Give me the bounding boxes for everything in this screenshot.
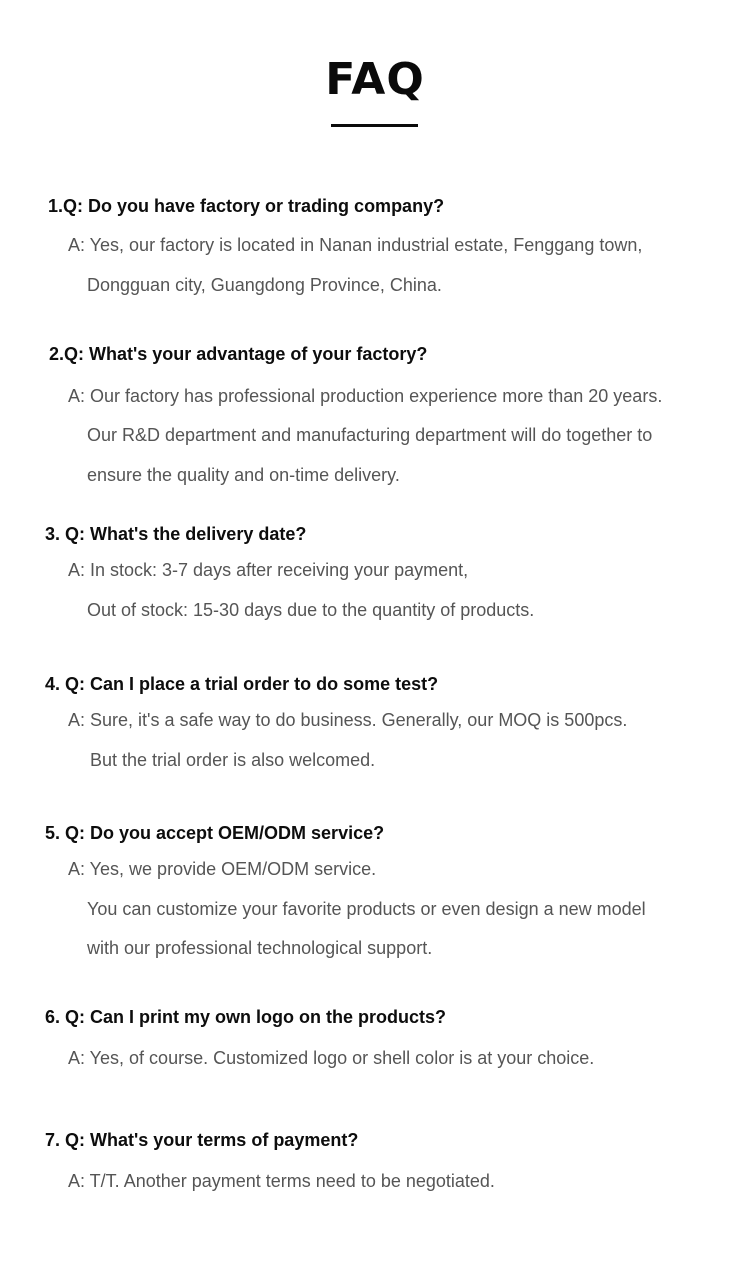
faq-answer-7-line-1: A: T/T. Another payment terms need to be negotiated. [68,1171,495,1191]
faq-question-2: 2.Q: What's your advantage of your factory? [49,344,428,364]
faq-answer-5-line-2: You can customize your favorite products or even design a new model [87,899,646,919]
page-title: FAQ [325,54,425,105]
faq-answer-2-line-3: ensure the quality and on-time delivery. [87,465,400,485]
faq-answer-1-line-1: A: Yes, our factory is located in Nanan industrial estate, Fenggang town, [68,235,643,255]
faq-question-5: 5. Q: Do you accept OEM/ODM service? [45,823,385,843]
faq-question-4: 4. Q: Can I place a trial order to do some test? [45,674,439,694]
faq-question-6: 6. Q: Can I print my own logo on the products? [45,1007,446,1027]
faq-answer-4-line-1: A: Sure, it's a safe way to do business. Generally, our MOQ is 500pcs. [68,710,628,730]
faq-question-7: 7. Q: What's your terms of payment? [45,1130,359,1150]
faq-answer-2-line-1: A: Our factory has professional production experience more than 20 years. [68,386,663,406]
faq-answer-4-line-2: But the trial order is also welcomed. [90,750,376,770]
faq-answer-5-line-3: with our professional technological support. [87,938,433,958]
faq-answer-3-line-2: Out of stock: 15-30 days due to the quantity of products. [87,600,535,620]
faq-answer-3-line-1: A: In stock: 3-7 days after receiving your payment, [68,560,469,580]
faq-answer-2-line-2: Our R&D department and manufacturing department will do together to [87,425,653,445]
faq-question-1: 1.Q: Do you have factory or trading company? [48,196,445,216]
faq-question-3: 3. Q: What's the delivery date? [45,524,307,544]
faq-answer-1-line-2: Dongguan city, Guangdong Province, China. [87,275,442,295]
faq-answer-5-line-1: A: Yes, we provide OEM/ODM service. [68,859,377,879]
title-underline [331,124,418,127]
faq-answer-6-line-1: A: Yes, of course. Customized logo or shell color is at your choice. [68,1048,595,1068]
